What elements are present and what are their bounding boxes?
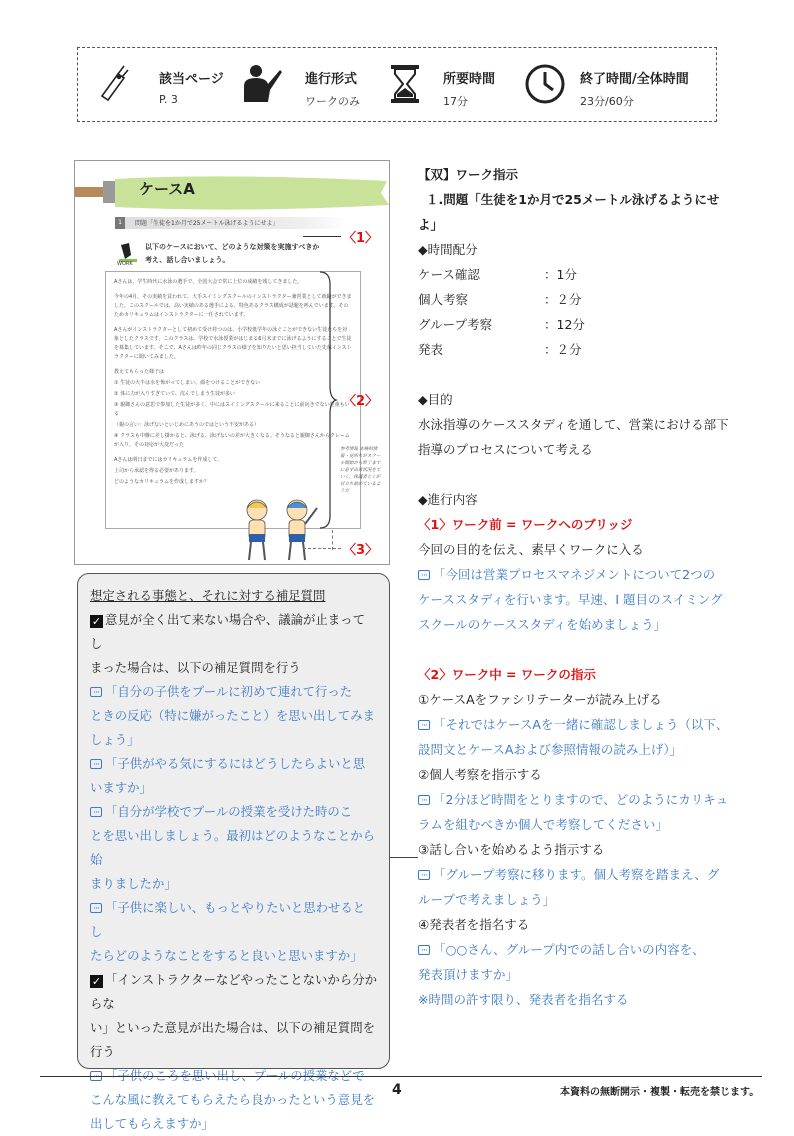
format-value: ワークのみ [305, 95, 360, 108]
copyright-notice: 本資料の無断開示・複製・転売を禁じます。 [560, 1087, 760, 1098]
notes-line: 行う [90, 1044, 115, 1059]
hourglass-icon [383, 62, 427, 106]
list-item: ③ 親御さんの意思で参加した生徒が多く、中にはスイミングスクールに来ることに前向きでない児童もいる [114, 402, 350, 417]
case-thumbnail [74, 160, 390, 565]
brush-stroke-banner [75, 173, 391, 213]
marker-1: 〈1〉 [343, 231, 379, 246]
notes-line: ✓ 意見が全く出て来ない場合や、議論が止まってし [90, 612, 365, 651]
case-paragraph: Aさんは、学生時代に水泳の選手で、全国大会で常に上位の成績を残してきました。 [114, 279, 303, 285]
marker-3-dash [332, 530, 333, 550]
script-line: ···「それではケースAを一緒に確認しましょう（以下、 [418, 712, 718, 737]
script-line: 設問文とケースAおよび参照情報の読み上げ）」 [418, 742, 683, 757]
time-row: グループ考察 ：12分 [418, 317, 585, 332]
reference-side-note: 参考情報 本格的情報・見所ちがスクール開始から終了までに必ず出席状況をていく。保護者とくが目立ち始めているようだ [340, 447, 381, 494]
notes-line: まりましたか」 [90, 876, 177, 891]
notes-line: ✓ 「インストラクターなどやったことないから分からな [90, 972, 377, 1011]
script-line: ···「○○さん、グループ内での話し合いの内容を、 [418, 937, 718, 962]
marker-2-brace [318, 270, 338, 530]
speech-bubble-icon [418, 870, 430, 880]
page-label: 該当ページ [159, 72, 224, 87]
work-instructions [418, 162, 729, 1012]
bookmark-tag-icon [94, 62, 138, 106]
section-heading: 【双】ワーク指示 [418, 167, 519, 182]
clock-icon [523, 62, 567, 106]
swimming-kids-illustration [235, 496, 325, 564]
format-label: 進行形式 [305, 72, 358, 87]
marker-3-line [303, 548, 341, 549]
case-title: ケースA [139, 180, 195, 198]
closing-line: 上司から承認を得る必要があります。 [114, 468, 199, 474]
connector-line [390, 857, 418, 858]
purpose-title: ◆目的 [418, 392, 453, 407]
footer-rule [40, 1076, 762, 1077]
list-item: （親の言い：泳げないといじめにあうのではという不安がある） [114, 422, 260, 428]
page-value: P. 3 [159, 93, 178, 106]
time-row: ケース確認 ：1分 [418, 267, 577, 282]
sub-step: ②個人考察を指示する [418, 767, 542, 782]
work-label: WORK [117, 261, 133, 267]
script-line: ···「2分ほど時間をとりますので、どのようにカリキュ [418, 787, 718, 812]
notes-line: ···「子供に楽しい、もっとやりたいと思わせるとし [90, 896, 377, 944]
case-paragraph: Aさんがインストラクターとして初めて受け持つのは、小学校低学年の泳ぐことができない生徒たちを対象としたクラスです。このクラスは、学校で水泳授業がはじまる6月末までに泳げるようにすることで生徒を募集しています。そこで、Aさんは昨年の同じクラスの様子を知りたいと思い担当していた先輩インストラクターに聞いてみました。 [114, 327, 352, 360]
question-number: 1 [115, 217, 125, 229]
notes-line: ···「子供がやる気にするにはどうしたらよいと思 [90, 752, 377, 776]
checkbox-checked-icon: ✓ [91, 975, 102, 988]
script-line: ···「今回は営業プロセスマネジメントについて2つの [418, 562, 718, 587]
notes-line: い」といった意見が出た場合は、以下の補足質問を [90, 1020, 375, 1035]
step-1-title: 〈1〉ワーク前 = ワークへのブリッジ [418, 517, 633, 532]
notes-title: 想定される事態と、それに対する補足質問 [90, 588, 326, 603]
sub-step: ④発表者を指名する [418, 917, 530, 932]
notes-line: ···「自分の子供をプールに初めて連れて行った [90, 680, 377, 704]
checkbox-checked-icon: ✓ [91, 615, 102, 628]
duration-label: 所要時間 [443, 72, 496, 87]
script-line: ループで考えましょう」 [418, 892, 556, 907]
notes-line: とを思い出しましょう。最初はどのようなことから始 [90, 828, 375, 867]
question-text: 問題「生徒を1か月で25メートル泳げるようにせよ」 [135, 220, 279, 227]
list-item: ① 生徒の大半は水を怖がってしまい、顔をつけることができない [114, 380, 261, 386]
speech-bubble-icon [418, 570, 430, 580]
script-line: ···「グループ考察に移ります。個人考察を踏まえ、グ [418, 862, 718, 887]
speech-bubble-icon [90, 759, 102, 769]
script-line: ケーススタディを行います。早速、I 題目のスイミング [418, 592, 723, 607]
info-header-box [77, 47, 717, 122]
time-title: ◆時間配分 [418, 242, 478, 257]
speech-bubble-icon [418, 795, 430, 805]
notes-line: こんな風に教えてもらえたら良かったという意見を [90, 1092, 375, 1107]
time-row: 個人考察 ：２分 [418, 292, 582, 307]
notes-line: ···「自分が学校でプールの授業を受けた時のこ [90, 800, 377, 824]
problem-line: よ」 [418, 217, 444, 232]
presenter-icon [240, 62, 284, 106]
duration-value: 17分 [443, 95, 468, 108]
case-paragraph: 今年の4月、その実績を買われて、大手スイミングスクールのインストラクター兼営業として就職ができました。このスクールでは、高い実績のある選手による、特色あるクラス構成が話題を呼んでいます。そのためカリキュラムはインストラクターに一任されています。 [114, 294, 352, 318]
script-line: 発表頂けますか」 [418, 967, 519, 982]
sub-step: ①ケースAをファシリテーターが読み上げる [418, 692, 662, 707]
page-number: 4 [392, 1082, 402, 1098]
list-item: ② 体に力が入りすぎていて、沈んでしまう生徒が多い [114, 391, 235, 397]
end-time-value: 23分/60分 [580, 95, 634, 108]
marker-3: 〈3〉 [343, 543, 379, 558]
notes-line: いますか」 [90, 780, 152, 795]
marker-1-line [303, 236, 341, 237]
speech-bubble-icon [90, 807, 102, 817]
script-line: スクールのケーススタディを始めましょう」 [418, 617, 667, 632]
speech-bubble-icon [418, 945, 430, 955]
notes-line: ···「子供のころを思い出し、プールの授業などで [90, 1064, 377, 1088]
end-time-label: 終了時間/全体時間 [580, 72, 689, 87]
closing-line: どのようなカリキュラムを作成しますか？ [114, 479, 209, 485]
supplementary-questions-box [77, 573, 390, 1131]
notes-line: まった場合は、以下の補足質問を行う [90, 660, 301, 675]
notes-line: 出してもらえますか」 [90, 1116, 214, 1131]
marker-2: 〈2〉 [343, 394, 379, 409]
progress-title: ◆進行内容 [418, 492, 478, 507]
speech-bubble-icon [90, 687, 102, 697]
sub-step: ③話し合いを始めるよう指示する [418, 842, 605, 857]
script-note: ※時間の許す限り、発表者を指名する [418, 992, 629, 1007]
list-item: ④ クラスも中盤に差し掛かると、泳げる、泳げないの差が大きくなる。そうなると親御さんからクレームが入り、その対応が大変だった [114, 433, 350, 448]
notes-lines [90, 608, 377, 1136]
notes-line: しょう」 [90, 732, 140, 747]
script-line: ラムを組むべきか個人で考察してください」 [418, 817, 668, 832]
time-row: 発表 ：２分 [418, 342, 582, 357]
speech-bubble-icon [90, 903, 102, 913]
notes-line: たらどのようなことをすると良いと思いますか」 [90, 948, 363, 963]
notes-line: ときの反応（特に嫌がったこと）を思い出してみま [90, 708, 375, 723]
purpose-text: 指導のプロセスについて考える [418, 442, 593, 457]
purpose-text: 水泳指導のケーススタディを通して、営業における部下 [418, 417, 729, 432]
work-instruction: 以下のケースにおいて、どのような対策を実施すべきか考え、話し合いましょう。 [145, 243, 320, 264]
speech-bubble-icon [418, 720, 430, 730]
step-1-text: 今回の目的を伝え、素早くワークに入る [418, 542, 644, 557]
closing-line: Aさんは明日までにはカリキュラムを作成して、 [114, 457, 223, 463]
problem-line: １.問題「生徒を1か月で25メートル泳げるようにせ [426, 192, 720, 207]
step-2-title: 〈2〉ワーク中 = ワークの指示 [418, 667, 596, 682]
list-title: 教えてもらった様子は [114, 369, 165, 375]
